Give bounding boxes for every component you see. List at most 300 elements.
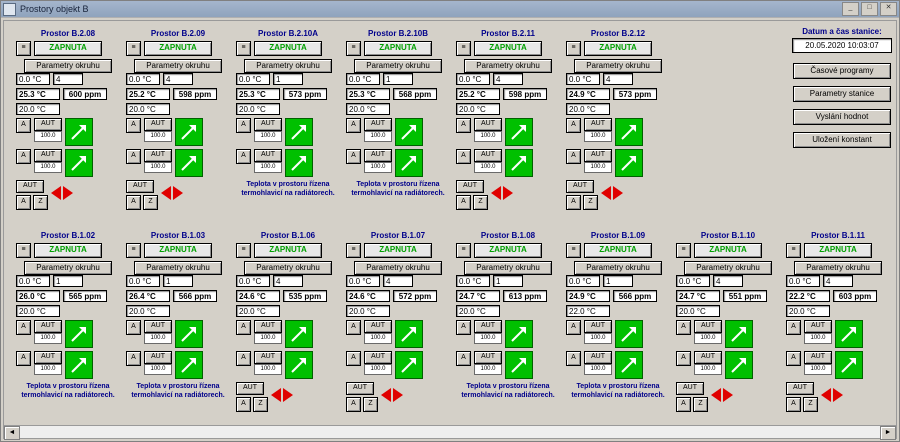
heating-mode-column xyxy=(16,180,48,210)
valve-indicator xyxy=(395,118,423,146)
setpoint-offset-field[interactable]: 0.0 °C xyxy=(236,275,270,287)
room-menu-icon[interactable]: ≡ xyxy=(566,41,581,56)
required-temperature-value: 20.0 °C xyxy=(456,103,500,115)
room-panel xyxy=(456,231,560,400)
program-number-field[interactable]: 1 xyxy=(53,275,83,287)
room-title: Prostor B.2.10B xyxy=(367,29,429,38)
setpoint-row xyxy=(126,73,230,85)
valve-indicator xyxy=(285,149,313,177)
close-button[interactable]: ✕ xyxy=(880,2,897,16)
heating-auto-icon[interactable]: A xyxy=(16,195,31,210)
heating-closed-icon[interactable]: Z xyxy=(473,195,488,210)
actuator-mode-button[interactable]: AUT xyxy=(584,320,612,333)
circuit-parameters-button[interactable]: Parametry okruhu xyxy=(354,59,442,73)
heating-control-block xyxy=(566,180,670,210)
room-state-button[interactable]: ZAPNUTA xyxy=(474,243,542,258)
room-state-row xyxy=(566,243,670,258)
damper-indicators xyxy=(601,186,623,200)
actuator-mode-column xyxy=(364,320,392,344)
heating-closed-icon[interactable]: Z xyxy=(363,397,378,412)
room-menu-icon[interactable]: ≡ xyxy=(786,243,801,258)
valve-arrow-icon xyxy=(509,324,529,344)
room-menu-icon[interactable]: ≡ xyxy=(456,41,471,56)
room-temperature-value: 26.4 °C xyxy=(126,290,170,302)
room-menu-icon[interactable]: ≡ xyxy=(236,41,251,56)
room-state-button[interactable]: ZAPNUTA xyxy=(254,41,322,56)
room-state-button[interactable]: ZAPNUTA xyxy=(694,243,762,258)
required-temperature-value: 20.0 °C xyxy=(236,103,280,115)
room-title: Prostor B.2.10A xyxy=(257,29,319,38)
room-title: Prostor B.2.08 xyxy=(40,29,96,38)
actuator-value: 100.0 xyxy=(584,333,612,344)
damper-left-icon xyxy=(161,186,171,200)
damper-left-icon xyxy=(601,186,611,200)
actuator-letters xyxy=(346,149,361,164)
room-menu-icon[interactable]: ≡ xyxy=(566,243,581,258)
circuit-parameters-button[interactable]: Parametry okruhu xyxy=(794,261,882,275)
heating-closed-icon[interactable]: Z xyxy=(143,195,158,210)
heating-mode-button[interactable]: AUT xyxy=(16,180,44,193)
actuator-block xyxy=(236,351,340,379)
actuator-value: 100.0 xyxy=(34,162,62,173)
setpoint-offset-field[interactable]: 0.0 °C xyxy=(16,73,50,85)
valve-arrow-icon xyxy=(399,355,419,375)
damper-left-icon xyxy=(51,186,61,200)
actuator-auto-icon[interactable]: A xyxy=(236,320,251,335)
room-temperature-value: 24.6 °C xyxy=(236,290,280,302)
damper-right-icon xyxy=(173,186,183,200)
room-temperature-value: 25.3 °C xyxy=(236,88,280,100)
circuit-parameters-button[interactable]: Parametry okruhu xyxy=(574,261,662,275)
setpoint-offset-field[interactable]: 0.0 °C xyxy=(16,275,50,287)
heating-mode-button[interactable]: AUT xyxy=(236,382,264,395)
measurement-row xyxy=(236,290,340,302)
actuator-auto-icon[interactable]: A xyxy=(786,351,801,366)
actuator-mode-button[interactable]: AUT xyxy=(584,149,612,162)
valve-indicator xyxy=(615,149,643,177)
setpoint-offset-field[interactable]: 0.0 °C xyxy=(676,275,710,287)
actuator-auto-icon[interactable]: A xyxy=(126,149,141,164)
measurement-row xyxy=(566,290,670,302)
heating-control-block xyxy=(676,382,780,412)
actuator-auto-icon[interactable]: A xyxy=(346,351,361,366)
room-state-row xyxy=(346,41,450,56)
program-number-field[interactable]: 4 xyxy=(383,275,413,287)
room-menu-icon[interactable]: ≡ xyxy=(126,41,141,56)
heating-auto-icon[interactable]: A xyxy=(566,195,581,210)
program-number-field[interactable]: 4 xyxy=(493,73,523,85)
program-number-field[interactable]: 4 xyxy=(163,73,193,85)
program-number-field[interactable]: 4 xyxy=(713,275,743,287)
actuator-mode-button[interactable]: AUT xyxy=(254,149,282,162)
heating-mode-button[interactable]: AUT xyxy=(676,382,704,395)
required-temperature-row xyxy=(346,103,450,115)
heating-mode-button[interactable]: AUT xyxy=(786,382,814,395)
actuator-mode-button[interactable]: AUT xyxy=(34,118,62,131)
room-menu-icon[interactable]: ≡ xyxy=(126,243,141,258)
measurement-row xyxy=(346,290,450,302)
actuator-mode-button[interactable]: AUT xyxy=(144,320,172,333)
actuator-mode-button[interactable]: AUT xyxy=(474,149,502,162)
setpoint-offset-field[interactable]: 0.0 °C xyxy=(126,73,160,85)
actuator-block xyxy=(16,351,120,379)
valve-arrow-icon xyxy=(289,153,309,173)
setpoint-row xyxy=(346,275,450,287)
program-number-field[interactable]: 4 xyxy=(53,73,83,85)
damper-right-icon xyxy=(283,388,293,402)
required-temperature-row xyxy=(126,305,230,317)
actuator-auto-icon[interactable]: A xyxy=(566,320,581,335)
valve-indicator xyxy=(615,351,643,379)
actuator-mode-button[interactable]: AUT xyxy=(144,149,172,162)
required-temperature-row xyxy=(456,305,560,317)
heating-mode-button[interactable]: AUT xyxy=(566,180,594,193)
room-title: Prostor B.1.10 xyxy=(700,231,756,240)
valve-indicator xyxy=(835,351,863,379)
actuator-mode-column xyxy=(694,351,722,375)
actuator-auto-icon[interactable]: A xyxy=(346,149,361,164)
setpoint-row xyxy=(456,275,560,287)
actuator-auto-icon[interactable]: A xyxy=(126,118,141,133)
room-state-button[interactable]: ZAPNUTA xyxy=(584,243,652,258)
setpoint-row xyxy=(16,275,120,287)
actuator-mode-button[interactable]: AUT xyxy=(254,351,282,364)
actuator-mode-button[interactable]: AUT xyxy=(474,118,502,131)
circuit-parameters-button[interactable]: Parametry okruhu xyxy=(134,261,222,275)
save-constants-button[interactable]: Uložení konstant xyxy=(793,132,891,148)
setpoint-offset-field[interactable]: 0.0 °C xyxy=(456,73,490,85)
actuator-auto-icon[interactable]: A xyxy=(346,118,361,133)
room-state-button[interactable]: ZAPNUTA xyxy=(804,243,872,258)
required-temperature-value: 20.0 °C xyxy=(126,305,170,317)
room-menu-icon[interactable]: ≡ xyxy=(346,41,361,56)
setpoint-offset-field[interactable]: 0.0 °C xyxy=(346,275,380,287)
room-panel xyxy=(236,29,340,198)
heating-mode-column xyxy=(126,180,158,210)
actuator-mode-button[interactable]: AUT xyxy=(144,351,172,364)
heating-closed-icon[interactable]: Z xyxy=(693,397,708,412)
actuator-auto-icon[interactable]: A xyxy=(16,351,31,366)
circuit-parameters-button[interactable]: Parametry okruhu xyxy=(574,59,662,73)
room-state-button[interactable]: ZAPNUTA xyxy=(254,243,322,258)
valve-arrow-icon xyxy=(509,355,529,375)
required-temperature-row xyxy=(566,103,670,115)
circuit-parameters-button[interactable]: Parametry okruhu xyxy=(24,261,112,275)
actuator-mode-button[interactable]: AUT xyxy=(584,351,612,364)
room-state-button[interactable]: ZAPNUTA xyxy=(364,41,432,56)
actuator-mode-column xyxy=(34,320,62,344)
valve-indicator xyxy=(175,320,203,348)
actuator-block xyxy=(346,118,450,146)
circuit-parameters-button[interactable]: Parametry okruhu xyxy=(354,261,442,275)
room-temperature-value: 26.0 °C xyxy=(16,290,60,302)
circuit-parameters-button[interactable]: Parametry okruhu xyxy=(24,59,112,73)
program-number-field[interactable]: 4 xyxy=(603,73,633,85)
actuator-auto-icon[interactable]: A xyxy=(456,118,471,133)
setpoint-row xyxy=(236,73,340,85)
actuator-auto-icon[interactable]: A xyxy=(236,351,251,366)
room-state-button[interactable]: ZAPNUTA xyxy=(144,41,212,56)
valve-arrow-icon xyxy=(289,324,309,344)
room-co2-value: 565 ppm xyxy=(63,290,107,302)
scroll-left-icon[interactable]: ◄ xyxy=(4,426,20,440)
heating-auto-icon[interactable]: A xyxy=(346,397,361,412)
actuator-mode-button[interactable]: AUT xyxy=(364,320,392,333)
actuator-value: 100.0 xyxy=(144,364,172,375)
actuator-value: 100.0 xyxy=(254,162,282,173)
damper-right-icon xyxy=(63,186,73,200)
damper-indicators xyxy=(381,388,403,402)
circuit-parameters-button[interactable]: Parametry okruhu xyxy=(134,59,222,73)
room-menu-icon[interactable]: ≡ xyxy=(16,41,31,56)
actuator-mode-button[interactable]: AUT xyxy=(34,320,62,333)
valve-arrow-icon xyxy=(179,122,199,142)
room-panel xyxy=(456,29,560,213)
actuator-mode-button[interactable]: AUT xyxy=(364,118,392,131)
circuit-parameters-button[interactable]: Parametry okruhu xyxy=(464,59,552,73)
circuit-parameters-button[interactable]: Parametry okruhu xyxy=(684,261,772,275)
heating-mode-column xyxy=(456,180,488,210)
maximize-button[interactable]: □ xyxy=(861,2,878,16)
actuator-auto-icon[interactable]: A xyxy=(126,320,141,335)
actuator-letters xyxy=(676,320,691,335)
room-panel xyxy=(786,231,890,415)
program-number-field[interactable]: 1 xyxy=(163,275,193,287)
actuator-letters xyxy=(566,118,581,133)
actuator-auto-icon[interactable]: A xyxy=(676,320,691,335)
actuator-value: 100.0 xyxy=(694,364,722,375)
actuator-mode-column xyxy=(144,149,172,173)
actuator-letters xyxy=(566,320,581,335)
setpoint-row xyxy=(566,73,670,85)
room-title: Prostor B.1.06 xyxy=(260,231,316,240)
heating-mode-button[interactable]: AUT xyxy=(126,180,154,193)
actuator-value: 100.0 xyxy=(34,131,62,142)
horizontal-scrollbar[interactable] xyxy=(3,425,897,439)
actuator-auto-icon[interactable]: A xyxy=(456,320,471,335)
program-number-field[interactable]: 1 xyxy=(383,73,413,85)
actuator-mode-button[interactable]: AUT xyxy=(34,149,62,162)
actuator-block xyxy=(566,149,670,177)
setpoint-offset-field[interactable]: 0.0 °C xyxy=(456,275,490,287)
actuator-auto-icon[interactable]: A xyxy=(126,351,141,366)
actuator-mode-button[interactable]: AUT xyxy=(144,118,172,131)
actuator-letters xyxy=(786,320,801,335)
actuator-mode-column xyxy=(584,351,612,375)
room-state-button[interactable]: ZAPNUTA xyxy=(474,41,542,56)
damper-indicators xyxy=(821,388,843,402)
actuator-auto-icon[interactable]: A xyxy=(16,118,31,133)
actuator-auto-icon[interactable]: A xyxy=(346,320,361,335)
room-state-button[interactable]: ZAPNUTA xyxy=(364,243,432,258)
actuator-block xyxy=(566,118,670,146)
heating-control-block xyxy=(456,180,560,210)
actuator-auto-icon[interactable]: A xyxy=(236,118,251,133)
heating-mode-column xyxy=(236,382,268,412)
actuator-mode-button[interactable]: AUT xyxy=(694,320,722,333)
circuit-parameters-button[interactable]: Parametry okruhu xyxy=(244,59,332,73)
room-menu-icon[interactable]: ≡ xyxy=(346,243,361,258)
actuator-auto-icon[interactable]: A xyxy=(456,351,471,366)
room-co2-value: 598 ppm xyxy=(173,88,217,100)
actuator-mode-button[interactable]: AUT xyxy=(364,351,392,364)
valve-arrow-icon xyxy=(509,122,529,142)
valve-arrow-icon xyxy=(619,355,639,375)
setpoint-row xyxy=(566,275,670,287)
heating-mode-column xyxy=(676,382,708,412)
actuator-mode-column xyxy=(34,149,62,173)
actuator-letters xyxy=(566,351,581,366)
actuator-auto-icon[interactable]: A xyxy=(16,320,31,335)
measurement-row xyxy=(676,290,780,302)
room-title: Prostor B.1.11 xyxy=(811,231,865,240)
room-title: Prostor B.1.07 xyxy=(370,231,426,240)
room-state-button[interactable]: ZAPNUTA xyxy=(144,243,212,258)
room-menu-icon[interactable]: ≡ xyxy=(456,243,471,258)
actuator-value: 100.0 xyxy=(584,131,612,142)
title-bar xyxy=(1,1,899,18)
actuator-value: 100.0 xyxy=(144,162,172,173)
actuator-auto-icon[interactable]: A xyxy=(676,351,691,366)
actuator-value: 100.0 xyxy=(804,364,832,375)
actuator-block xyxy=(456,351,560,379)
required-temperature-value: 20.0 °C xyxy=(456,305,500,317)
setpoint-row xyxy=(346,73,450,85)
actuator-block xyxy=(346,149,450,177)
room-co2-value: 573 ppm xyxy=(283,88,327,100)
setpoint-row xyxy=(236,275,340,287)
heating-letters xyxy=(236,397,268,412)
actuator-mode-button[interactable]: AUT xyxy=(254,320,282,333)
required-temperature-row xyxy=(16,305,120,317)
measurement-row xyxy=(236,88,340,100)
actuator-auto-icon[interactable]: A xyxy=(16,149,31,164)
valve-indicator xyxy=(285,351,313,379)
send-values-button[interactable]: Vyslání hodnot xyxy=(793,109,891,125)
program-number-field[interactable]: 4 xyxy=(823,275,853,287)
setpoint-offset-field[interactable]: 0.0 °C xyxy=(346,73,380,85)
actuator-auto-icon[interactable]: A xyxy=(786,320,801,335)
actuator-mode-button[interactable]: AUT xyxy=(364,149,392,162)
heating-auto-icon[interactable]: A xyxy=(786,397,801,412)
actuator-mode-button[interactable]: AUT xyxy=(474,320,502,333)
heating-mode-button[interactable]: AUT xyxy=(456,180,484,193)
actuator-mode-button[interactable]: AUT xyxy=(694,351,722,364)
room-panel xyxy=(236,231,340,415)
program-number-field[interactable]: 4 xyxy=(273,275,303,287)
room-note: Teplota v prostoru řízena termohlavicí na radiátorech. xyxy=(241,181,335,197)
setpoint-offset-field[interactable]: 0.0 °C xyxy=(126,275,160,287)
actuator-mode-column xyxy=(584,118,612,142)
minimize-button[interactable]: _ xyxy=(842,2,859,16)
actuator-mode-button[interactable]: AUT xyxy=(474,351,502,364)
actuator-block xyxy=(126,320,230,348)
room-menu-icon[interactable]: ≡ xyxy=(16,243,31,258)
station-parameters-button[interactable]: Parametry stanice xyxy=(793,86,891,102)
scroll-right-icon[interactable]: ► xyxy=(880,426,896,440)
required-temperature-row xyxy=(566,305,670,317)
actuator-auto-icon[interactable]: A xyxy=(566,149,581,164)
valve-arrow-icon xyxy=(839,324,859,344)
actuator-block xyxy=(126,149,230,177)
room-menu-icon[interactable]: ≡ xyxy=(236,243,251,258)
actuator-block xyxy=(456,320,560,348)
program-number-field[interactable]: 1 xyxy=(273,73,303,85)
actuator-block xyxy=(786,351,890,379)
valve-indicator xyxy=(615,320,643,348)
room-state-button[interactable]: ZAPNUTA xyxy=(584,41,652,56)
actuator-auto-icon[interactable]: A xyxy=(236,149,251,164)
actuator-mode-button[interactable]: AUT xyxy=(254,118,282,131)
room-menu-icon[interactable]: ≡ xyxy=(676,243,691,258)
damper-right-icon xyxy=(613,186,623,200)
room-title: Prostor B.1.02 xyxy=(40,231,96,240)
actuator-mode-button[interactable]: AUT xyxy=(804,320,832,333)
heating-closed-icon[interactable]: Z xyxy=(583,195,598,210)
scroll-track[interactable] xyxy=(20,426,880,438)
circuit-parameters-button[interactable]: Parametry okruhu xyxy=(244,261,332,275)
program-number-field[interactable]: 1 xyxy=(603,275,633,287)
valve-arrow-icon xyxy=(619,122,639,142)
time-programs-button[interactable]: Časové programy xyxy=(793,63,891,79)
heating-control-block xyxy=(126,180,230,210)
valve-indicator xyxy=(175,149,203,177)
heating-auto-icon[interactable]: A xyxy=(456,195,471,210)
room-state-row xyxy=(676,243,780,258)
room-title: Prostor B.1.09 xyxy=(590,231,646,240)
circuit-parameters-button[interactable]: Parametry okruhu xyxy=(464,261,552,275)
room-state-button[interactable]: ZAPNUTA xyxy=(34,243,102,258)
program-number-field[interactable]: 1 xyxy=(493,275,523,287)
actuator-mode-button[interactable]: AUT xyxy=(34,351,62,364)
actuator-auto-icon[interactable]: A xyxy=(566,351,581,366)
actuator-mode-column xyxy=(474,351,502,375)
setpoint-offset-field[interactable]: 0.0 °C xyxy=(786,275,820,287)
heating-closed-icon[interactable]: Z xyxy=(253,397,268,412)
actuator-letters xyxy=(126,118,141,133)
room-temperature-value: 24.6 °C xyxy=(346,290,390,302)
actuator-mode-column xyxy=(34,351,62,375)
actuator-value: 100.0 xyxy=(364,333,392,344)
setpoint-offset-field[interactable]: 0.0 °C xyxy=(566,73,600,85)
heating-auto-icon[interactable]: A xyxy=(126,195,141,210)
heating-letters xyxy=(16,195,48,210)
room-state-button[interactable]: ZAPNUTA xyxy=(34,41,102,56)
valve-indicator xyxy=(835,320,863,348)
setpoint-offset-field[interactable]: 0.0 °C xyxy=(236,73,270,85)
actuator-auto-icon[interactable]: A xyxy=(456,149,471,164)
actuator-auto-icon[interactable]: A xyxy=(566,118,581,133)
heating-closed-icon[interactable]: Z xyxy=(33,195,48,210)
heating-control-block xyxy=(16,180,120,210)
heating-closed-icon[interactable]: Z xyxy=(803,397,818,412)
room-temperature-value: 22.2 °C xyxy=(786,290,830,302)
required-temperature-row xyxy=(236,103,340,115)
measurement-row xyxy=(16,290,120,302)
actuator-value: 100.0 xyxy=(474,333,502,344)
required-temperature-value: 20.0 °C xyxy=(566,103,610,115)
setpoint-offset-field[interactable]: 0.0 °C xyxy=(566,275,600,287)
actuator-mode-button[interactable]: AUT xyxy=(584,118,612,131)
valve-arrow-icon xyxy=(289,355,309,375)
required-temperature-row xyxy=(236,305,340,317)
required-temperature-row xyxy=(126,103,230,115)
heating-auto-icon[interactable]: A xyxy=(676,397,691,412)
heating-mode-button[interactable]: AUT xyxy=(346,382,374,395)
actuator-letters xyxy=(16,351,31,366)
heating-auto-icon[interactable]: A xyxy=(236,397,251,412)
actuator-mode-button[interactable]: AUT xyxy=(804,351,832,364)
